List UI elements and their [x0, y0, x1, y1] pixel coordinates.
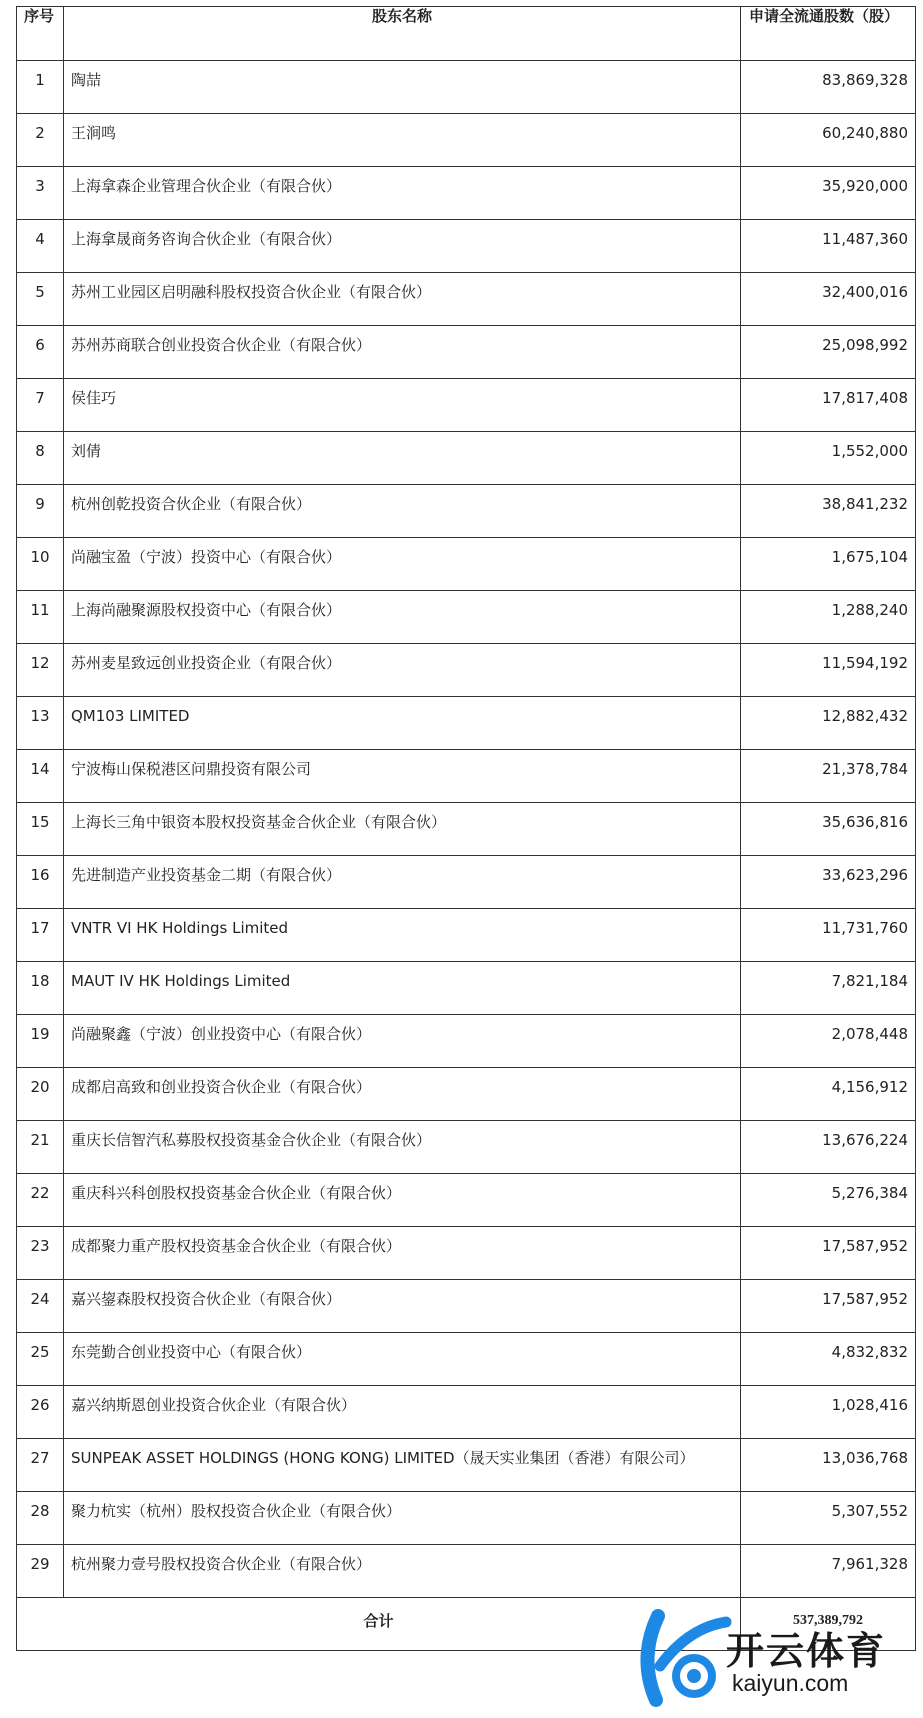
row-no: 15 — [17, 803, 64, 856]
header-no: 序号 — [17, 7, 64, 61]
row-name: 苏州工业园区启明融科股权投资合伙企业（有限合伙） — [64, 273, 741, 326]
row-shares: 13,036,768 — [741, 1439, 916, 1492]
row-name: 先进制造产业投资基金二期（有限合伙） — [64, 856, 741, 909]
row-shares: 7,961,328 — [741, 1545, 916, 1598]
table-row — [17, 1545, 916, 1598]
row-name: 侯佳巧 — [64, 379, 741, 432]
row-no: 25 — [17, 1333, 64, 1386]
row-name: 尚融宝盈（宁波）投资中心（有限合伙） — [64, 538, 741, 591]
table-row — [17, 1280, 916, 1333]
row-name: SUNPEAK ASSET HOLDINGS (HONG KONG) LIMITED（晟天实业集团（香港）有限公司） — [64, 1439, 741, 1492]
row-name: 嘉兴纳斯恩创业投资合伙企业（有限合伙） — [64, 1386, 741, 1439]
row-shares: 4,832,832 — [741, 1333, 916, 1386]
table-row — [17, 697, 916, 750]
table-row — [17, 1068, 916, 1121]
table-row — [17, 326, 916, 379]
table-row — [17, 485, 916, 538]
header-shares: 申请全流通股数（股） — [741, 7, 916, 61]
watermark-brand: 开云体育 — [726, 1629, 887, 1673]
table-row — [17, 1333, 916, 1386]
row-shares: 17,587,952 — [741, 1227, 916, 1280]
row-shares: 11,731,760 — [741, 909, 916, 962]
table-row — [17, 114, 916, 167]
row-no: 29 — [17, 1545, 64, 1598]
row-no: 4 — [17, 220, 64, 273]
row-name: 王涧鸣 — [64, 114, 741, 167]
watermark-domain: kaiyun.com — [732, 1670, 849, 1696]
table-row — [17, 538, 916, 591]
table-row — [17, 909, 916, 962]
row-shares: 60,240,880 — [741, 114, 916, 167]
row-no: 2 — [17, 114, 64, 167]
row-no: 13 — [17, 697, 64, 750]
row-no: 22 — [17, 1174, 64, 1227]
table-row — [17, 1015, 916, 1068]
table-row — [17, 220, 916, 273]
row-no: 7 — [17, 379, 64, 432]
total-label: 合计 — [17, 1598, 741, 1651]
row-shares: 1,675,104 — [741, 538, 916, 591]
row-no: 14 — [17, 750, 64, 803]
row-name: 重庆长信智汽私募股权投资基金合伙企业（有限合伙） — [64, 1121, 741, 1174]
row-no: 12 — [17, 644, 64, 697]
row-no: 24 — [17, 1280, 64, 1333]
row-name: 宁波梅山保税港区问鼎投资有限公司 — [64, 750, 741, 803]
row-shares: 11,487,360 — [741, 220, 916, 273]
row-shares: 1,552,000 — [741, 432, 916, 485]
row-no: 28 — [17, 1492, 64, 1545]
row-shares: 4,156,912 — [741, 1068, 916, 1121]
row-name: 聚力杭实（杭州）股权投资合伙企业（有限合伙） — [64, 1492, 741, 1545]
row-shares: 32,400,016 — [741, 273, 916, 326]
row-no: 23 — [17, 1227, 64, 1280]
table-row — [17, 167, 916, 220]
row-no: 11 — [17, 591, 64, 644]
row-shares: 21,378,784 — [741, 750, 916, 803]
row-name: 尚融聚鑫（宁波）创业投资中心（有限合伙） — [64, 1015, 741, 1068]
shareholder-table — [16, 6, 916, 1651]
row-no: 20 — [17, 1068, 64, 1121]
row-no: 8 — [17, 432, 64, 485]
kaiyun-logo-icon — [628, 1608, 738, 1712]
row-no: 5 — [17, 273, 64, 326]
table-row — [17, 379, 916, 432]
row-shares: 12,882,432 — [741, 697, 916, 750]
row-name: 上海拿晟商务咨询合伙企业（有限合伙） — [64, 220, 741, 273]
row-shares: 17,817,408 — [741, 379, 916, 432]
row-name: QM103 LIMITED — [64, 697, 741, 750]
row-name: 苏州麦星致远创业投资企业（有限合伙） — [64, 644, 741, 697]
table-row — [17, 1121, 916, 1174]
row-no: 16 — [17, 856, 64, 909]
row-name: 杭州聚力壹号股权投资合伙企业（有限合伙） — [64, 1545, 741, 1598]
total-value: 537,389,792 — [741, 1598, 916, 1651]
row-name: 东莞勤合创业投资中心（有限合伙） — [64, 1333, 741, 1386]
row-name: MAUT IV HK Holdings Limited — [64, 962, 741, 1015]
table-row — [17, 803, 916, 856]
table-row — [17, 1227, 916, 1280]
row-shares: 38,841,232 — [741, 485, 916, 538]
row-name: 上海长三角中银资本股权投资基金合伙企业（有限合伙） — [64, 803, 741, 856]
row-no: 17 — [17, 909, 64, 962]
header-name: 股东名称 — [64, 7, 741, 61]
row-no: 10 — [17, 538, 64, 591]
row-name: 刘倩 — [64, 432, 741, 485]
row-name: 上海拿森企业管理合伙企业（有限合伙） — [64, 167, 741, 220]
table-row — [17, 1386, 916, 1439]
row-shares: 35,920,000 — [741, 167, 916, 220]
table-row — [17, 432, 916, 485]
table-row — [17, 962, 916, 1015]
table-row — [17, 750, 916, 803]
table-row — [17, 644, 916, 697]
row-no: 27 — [17, 1439, 64, 1492]
row-shares: 83,869,328 — [741, 61, 916, 114]
table-row — [17, 61, 916, 114]
table-row — [17, 1439, 916, 1492]
row-no: 9 — [17, 485, 64, 538]
row-no: 19 — [17, 1015, 64, 1068]
row-shares: 35,636,816 — [741, 803, 916, 856]
row-shares: 1,028,416 — [741, 1386, 916, 1439]
row-shares: 13,676,224 — [741, 1121, 916, 1174]
row-name: 上海尚融聚源股权投资中心（有限合伙） — [64, 591, 741, 644]
row-name: VNTR VI HK Holdings Limited — [64, 909, 741, 962]
table-header-row — [17, 7, 916, 61]
row-shares: 17,587,952 — [741, 1280, 916, 1333]
table-row — [17, 591, 916, 644]
table-row — [17, 1174, 916, 1227]
row-shares: 5,276,384 — [741, 1174, 916, 1227]
row-no: 6 — [17, 326, 64, 379]
row-shares: 25,098,992 — [741, 326, 916, 379]
table-body — [17, 61, 916, 1598]
row-shares: 5,307,552 — [741, 1492, 916, 1545]
row-shares: 11,594,192 — [741, 644, 916, 697]
row-shares: 33,623,296 — [741, 856, 916, 909]
row-name: 重庆科兴科创股权投资基金合伙企业（有限合伙） — [64, 1174, 741, 1227]
table-row — [17, 273, 916, 326]
row-name: 成都聚力重产股权投资基金合伙企业（有限合伙） — [64, 1227, 741, 1280]
table-row — [17, 1492, 916, 1545]
row-shares: 2,078,448 — [741, 1015, 916, 1068]
row-shares: 1,288,240 — [741, 591, 916, 644]
row-no: 3 — [17, 167, 64, 220]
table-row — [17, 856, 916, 909]
row-name: 成都启高致和创业投资合伙企业（有限合伙） — [64, 1068, 741, 1121]
row-no: 18 — [17, 962, 64, 1015]
row-name: 陶喆 — [64, 61, 741, 114]
row-name: 嘉兴鋆森股权投资合伙企业（有限合伙） — [64, 1280, 741, 1333]
row-name: 苏州苏商联合创业投资合伙企业（有限合伙） — [64, 326, 741, 379]
row-name: 杭州创乾投资合伙企业（有限合伙） — [64, 485, 741, 538]
watermark — [628, 1608, 918, 1712]
row-no: 21 — [17, 1121, 64, 1174]
row-shares: 7,821,184 — [741, 962, 916, 1015]
row-no: 26 — [17, 1386, 64, 1439]
row-no: 1 — [17, 61, 64, 114]
